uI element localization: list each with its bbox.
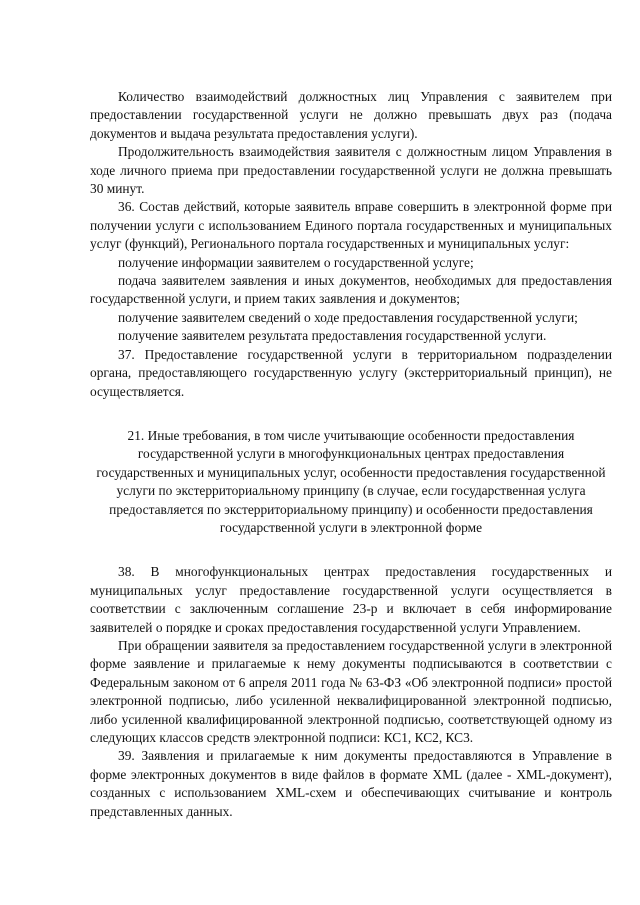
paragraph-interaction-duration: Продолжительность взаимодействия заявителя с должностным лицом Управления в ходе личного приема при предоставлении государственной услуги не должна превышать 30 минут. — [90, 144, 612, 197]
paragraph-36-electronic-actions: 36. Состав действий, которые заявитель вправе совершить в электронной форме при получении услуги с использованием Единого портала государственных и муниципальных услуг (функций), Регионального портала государственных и муниципальных услуг: — [90, 199, 612, 252]
list-item-progress: получение заявителем сведений о ходе предоставления государственной услуги; — [118, 309, 578, 325]
paragraph-interactions-count: Количество взаимодействий должностных лиц Управления с заявителем при предоставлении государственной услуги не должно превышать двух раз (подача документов и выдача результата предоставления услуги). — [90, 89, 612, 141]
section-heading-text: 21. Иные требования, в том числе учитывающие особенности предоставления государственной услуги в многофункциональных центрах предоставления государственных и муниципальных услуг, особенности предоставления государственной услуги по экстерриториальному принципу (в случае, если государственная услуга предоставляется по экстерриториальному принципу) и особенности предоставления государственной услуги в электронной форме — [96, 427, 606, 535]
document-page — [90, 88, 612, 821]
paragraph-39-xml: 39. Заявления и прилагаемые к ним документы предоставляются в Управление в форме электронных документов в виде файлов в формате XML (далее - XML-документ), созданных с использованием XML-схем и обеспечивающих считывание и контроль представленных данных. — [90, 748, 612, 819]
list-item-result: получение заявителем результата предоставления государственной услуги. — [118, 328, 547, 344]
section-heading-21 — [90, 427, 612, 537]
list-item-submission: подача заявителем заявления и иных документов, необходимых для предоставления государственной услуги, и прием таких заявления и документов; — [90, 273, 612, 307]
paragraph-electronic-signature: При обращении заявителя за предоставлением государственной услуги в электронной форме заявление и прилагаемые к нему документы подписываются в соответствии с Федеральным законом от 6 апреля 2011 года № 63-ФЗ «Об электронной подписи» простой электронной подписью, либо усиленной неквалифицированной электронной подписью, либо усиленной квалифицированной электронной подписью, соответствующей одному из следующих классов средств электронной подписи: КС1, КС2, КС3. — [90, 637, 612, 745]
list-item-info: получение информации заявителем о государственной услуге; — [118, 254, 474, 270]
paragraph-37-extraterritorial: 37. Предоставление государственной услуги в территориальном подразделении органа, предоставляющего государственную услугу (экстерриториальный принцип), не осуществляется. — [90, 346, 612, 399]
paragraph-38-mfc: 38. В многофункциональных центрах предоставления государственных и муниципальных услуг предоставление государственной услуги осуществляется в соответствии с заключенным соглашение 23-р и включает в себя информирование заявителей о порядке и сроках предоставления государственной услуги Управлением. — [90, 564, 612, 635]
